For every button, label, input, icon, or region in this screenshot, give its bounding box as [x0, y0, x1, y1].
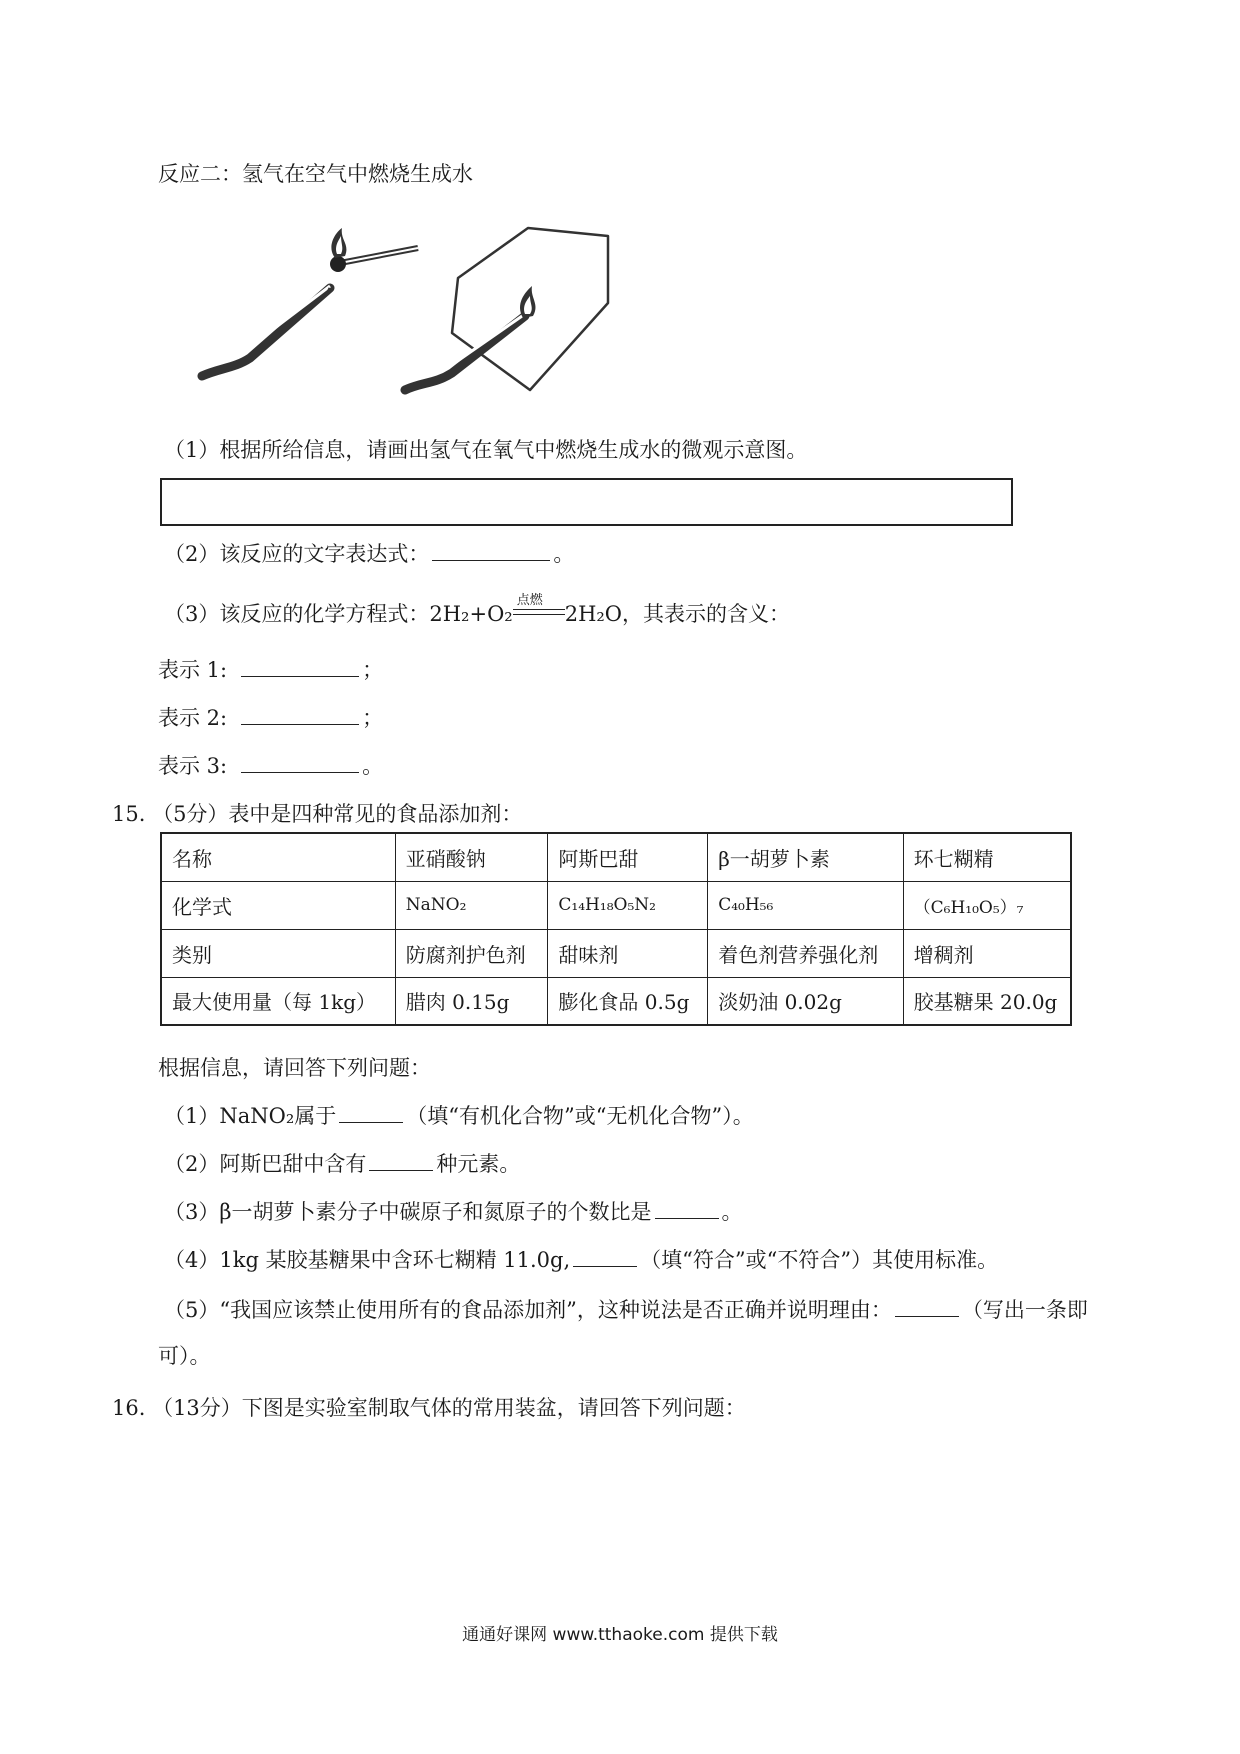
q15-sub2-end: 种元素。: [436, 1152, 521, 1176]
q14-part3: [164, 593, 791, 628]
q14-part2-end: 。: [553, 542, 575, 566]
page-footer: 通通好课网 www.tthaoke.com 提供下载: [462, 1625, 778, 1645]
table-cell: 胶基糖果 20.0g: [903, 977, 1071, 1025]
q14-part1: （1）根据所给信息，请画出氢气在氧气中燃烧生成水的微观示意图。: [164, 438, 808, 462]
meaning-1-end: ；: [362, 658, 384, 682]
flame-icon: [520, 286, 535, 318]
table-cell: C₁₄H₁₈O₅N₂: [548, 881, 708, 929]
answer-blank[interactable]: [339, 1102, 403, 1123]
food-additives-table: [160, 832, 1072, 1026]
table-cell: 亚硝酸钠: [395, 833, 548, 881]
equation-arrow: [513, 593, 565, 619]
q15-sub1-text: （1）NaNO₂属于: [164, 1104, 337, 1128]
table-row: [161, 977, 1071, 1025]
table-cell: β一胡萝卜素: [708, 833, 903, 881]
equation-left: 2H₂+O₂: [429, 602, 513, 626]
q15-sub5-continued: 可）。: [158, 1344, 211, 1368]
q15-heading: 15. （5分）表中是四种常见的食品添加剂：: [112, 802, 523, 826]
table-cell: 名称: [161, 833, 395, 881]
q15-sub5: [164, 1296, 1088, 1324]
left-tube-icon: [202, 286, 330, 376]
q15-sub3-text: （3）β一胡萝卜素分子中碳原子和氮原子的个数比是: [164, 1200, 652, 1224]
table-cell: 类别: [161, 929, 395, 977]
q15-sub2-text: （2）阿斯巴甜中含有: [164, 1152, 367, 1176]
meaning-3: [158, 752, 383, 780]
table-cell: 淡奶油 0.02g: [708, 977, 903, 1025]
table-row: [161, 929, 1071, 977]
answer-blank[interactable]: [432, 540, 550, 561]
table-cell: 膨化食品 0.5g: [548, 977, 708, 1025]
meaning-1-label: 表示 1:: [158, 658, 228, 682]
table-cell: 增稠剂: [903, 929, 1071, 977]
q15-sub5-text: （5）“我国应该禁止使用所有的食品添加剂”，这种说法是否正确并说明理由：: [164, 1298, 892, 1322]
meaning-2-label: 表示 2:: [158, 706, 228, 730]
answer-blank[interactable]: [655, 1198, 719, 1219]
table-cell: NaNO₂: [395, 881, 548, 929]
table-cell: 甜味剂: [548, 929, 708, 977]
q15-sub1: [164, 1102, 754, 1130]
answer-blank[interactable]: [241, 704, 359, 725]
table-cell: 腊肉 0.15g: [395, 977, 548, 1025]
table-row: [161, 881, 1071, 929]
q15-sub4: [164, 1246, 998, 1274]
table-cell: C₄₀H₅₆: [708, 881, 903, 929]
hydrogen-burning-figure: [190, 218, 650, 418]
meaning-3-end: 。: [362, 754, 384, 778]
meaning-2: [158, 704, 383, 732]
equation-condition: 点燃: [516, 593, 543, 608]
table-cell: 阿斯巴甜: [548, 833, 708, 881]
table-cell: 化学式: [161, 881, 395, 929]
q15-sub2: [164, 1150, 520, 1178]
meaning-2-end: ；: [362, 706, 384, 730]
q15-sub3-end: 。: [721, 1200, 743, 1224]
table-cell: 环七糊精: [903, 833, 1071, 881]
equation-right: 2H₂O: [564, 602, 623, 626]
answer-blank[interactable]: [241, 656, 359, 677]
table-cell: （C₆H₁₀O₅）₇: [903, 881, 1071, 929]
drawing-answer-box[interactable]: [160, 478, 1013, 526]
q15-intro: 根据信息，请回答下列问题：: [158, 1056, 431, 1080]
q15-sub3: [164, 1198, 743, 1226]
reaction2-label: 反应二：氢气在空气中燃烧生成水: [158, 162, 473, 186]
answer-blank[interactable]: [241, 752, 359, 773]
q15-sub4-end: （填“符合”或“不符合”）其使用标准。: [640, 1248, 999, 1272]
q14-part3-suffix: ，其表示的含义：: [622, 602, 791, 626]
table-cell: 最大使用量（每 1kg）: [161, 977, 395, 1025]
meaning-1: [158, 656, 383, 684]
table-cell: 着色剂营养强化剂: [708, 929, 903, 977]
answer-blank[interactable]: [573, 1246, 637, 1267]
q15-sub4-text: （4）1kg 某胶基糖果中含环七糊精 11.0g,: [164, 1248, 571, 1272]
q15-sub5-end: （写出一条即: [961, 1298, 1088, 1322]
q15-sub1-end: （填“有机化合物”或“无机化合物”）。: [406, 1104, 754, 1128]
q14-part2-text: （2）该反应的文字表达式：: [164, 542, 430, 566]
table-cell: 防腐剂护色剂: [395, 929, 548, 977]
match-icon: [330, 228, 418, 272]
table-header-row: [161, 833, 1071, 881]
answer-blank[interactable]: [369, 1150, 433, 1171]
q14-part3-prefix: （3）该反应的化学方程式：: [164, 602, 430, 626]
right-tube-icon: [405, 314, 525, 390]
answer-blank[interactable]: [895, 1296, 959, 1317]
meaning-3-label: 表示 3:: [158, 754, 228, 778]
q16-heading: 16. （13分）下图是实验室制取气体的常用装盆，请回答下列问题：: [112, 1396, 746, 1420]
q14-part2: [164, 540, 574, 568]
